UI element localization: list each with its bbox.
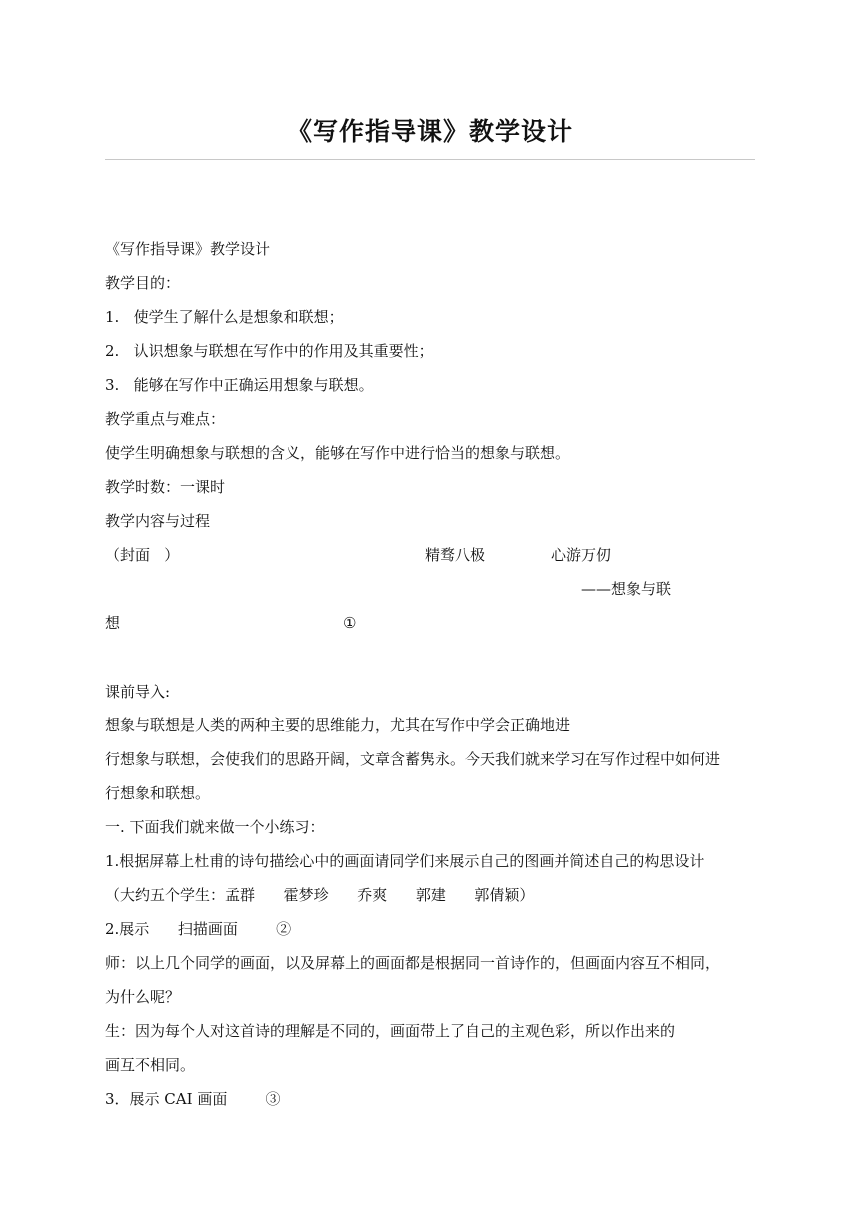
goal-item-2: 2. 认识想象与联想在写作中的作用及其重要性； — [105, 342, 434, 360]
focus-text: 使学生明确想象与联想的含义，能够在写作中进行恰当的想象与联想。 — [105, 444, 571, 462]
intro-text-3: 行想象和联想。 — [105, 784, 211, 802]
exercise-step-3: 3．展示 CAI 画面 ③ — [105, 1090, 281, 1108]
student-list: （大约五个学生：孟群 霍梦珍 乔爽 郭建 郭倩颖） — [105, 886, 535, 904]
process-label: 教学内容与过程 — [105, 512, 211, 530]
focus-label: 教学重点与难点： — [105, 410, 226, 428]
teacher-question: 师：以上几个同学的画面，以及屏幕上的画面都是根据同一首诗作的，但画面内容互不相同， — [105, 954, 721, 972]
teacher-question-cont: 为什么呢？ — [105, 988, 181, 1006]
exercise-label: 一. 下面我们就来做一个小练习： — [105, 818, 325, 836]
document-title: 《写作指导课》教学设计 — [286, 117, 573, 146]
goal-item-1: 1. 使学生了解什么是想象和联想； — [105, 308, 344, 326]
cover-label: （封面 ） — [105, 546, 180, 564]
intro-label: 课前导入: — [105, 683, 171, 701]
student-answer: 生：因为每个人对这首诗的理解是不同的，画面带上了自己的主观色彩，所以作出来的 — [105, 1022, 676, 1040]
student-answer-cont: 画互不相同。 — [105, 1056, 196, 1074]
title-divider — [105, 159, 755, 160]
cover-phrase-2: 心游万仞 — [551, 546, 612, 564]
hours-line: 教学时数：一课时 — [105, 478, 226, 496]
intro-text-2: 行想象与联想，会使我们的思路开阔，文章含蓄隽永。今天我们就来学习在写作过程中如何进 — [105, 750, 721, 768]
exercise-step-2: 2.展示 扫描画面 ② — [105, 920, 292, 938]
cover-phrase-1: 精骛八极 — [425, 546, 486, 564]
slide-marker-1: ① — [343, 614, 357, 632]
goals-label: 教学目的： — [105, 274, 181, 292]
heading-line: 《写作指导课》教学设计 — [105, 240, 271, 258]
cover-subtitle: ——想象与联 — [581, 580, 672, 598]
cover-subtitle-cont: 想 — [105, 614, 121, 632]
exercise-step-1: 1.根据屏幕上杜甫的诗句描绘心中的画面请同学们来展示自己的图画并简述自己的构思设计 — [105, 852, 705, 870]
intro-text-1: 想象与联想是人类的两种主要的思维能力，尤其在写作中学会正确地进 — [105, 716, 571, 734]
goal-item-3: 3. 能够在写作中正确运用想象与联想。 — [105, 376, 374, 394]
